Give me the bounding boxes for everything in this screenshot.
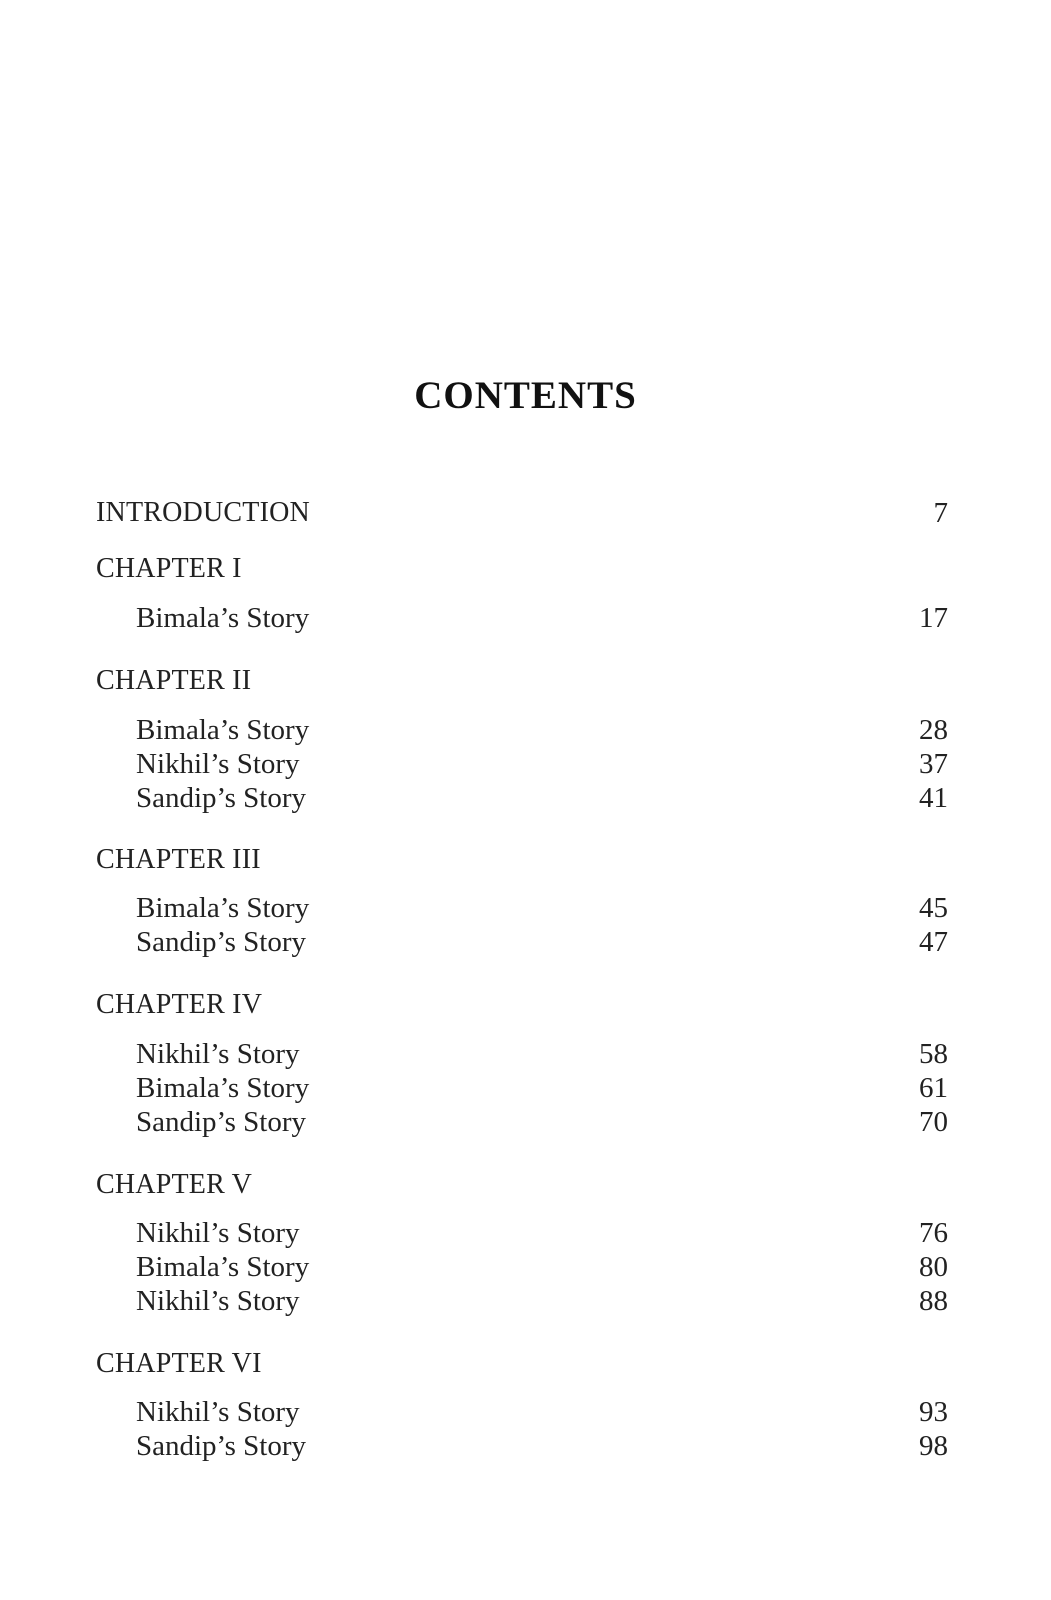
toc-entry-page-number: 61 (919, 1072, 948, 1104)
toc-entry-label: CHAPTER I (96, 553, 242, 584)
toc-entry-label: Bimala’s Story (136, 714, 310, 746)
toc-entry-label: INTRODUCTION (96, 497, 310, 528)
toc-entry-label: CHAPTER V (96, 1169, 253, 1200)
toc-chapter-heading (96, 1168, 948, 1202)
toc-entry[interactable] (96, 1250, 948, 1284)
toc-entry[interactable] (96, 1216, 948, 1250)
toc-entry-label: Sandip’s Story (136, 1106, 306, 1138)
toc-entry[interactable] (96, 891, 948, 925)
toc-entry-label: Sandip’s Story (136, 1430, 306, 1462)
toc-entry-page-number: 7 (933, 497, 948, 529)
toc-chapter-heading (96, 988, 948, 1022)
toc-entry[interactable] (96, 601, 948, 635)
toc-entry-label: Nikhil’s Story (136, 1038, 300, 1070)
toc-entry-page-number: 45 (919, 892, 948, 924)
toc-entry-page-number: 98 (919, 1430, 948, 1462)
toc-entry-page-number: 80 (919, 1251, 948, 1283)
toc-entry-page-number: 58 (919, 1038, 948, 1070)
toc-entry[interactable] (96, 781, 948, 815)
toc-entry-page-number: 93 (919, 1396, 948, 1428)
toc-entry-label: Nikhil’s Story (136, 1285, 300, 1317)
toc-entry-page-number: 28 (919, 714, 948, 746)
toc-entry-label: Sandip’s Story (136, 782, 306, 814)
toc-entry-label: Bimala’s Story (136, 1251, 310, 1283)
toc-entry[interactable] (96, 1037, 948, 1071)
toc-entry[interactable] (96, 1105, 948, 1139)
toc-entry-introduction[interactable] (96, 496, 948, 530)
toc-entry[interactable] (96, 925, 948, 959)
page-title: CONTENTS (414, 374, 637, 417)
toc-entry-label: Bimala’s Story (136, 892, 310, 924)
toc-entry-page-number: 37 (919, 748, 948, 780)
toc-entry-label: Nikhil’s Story (136, 1217, 300, 1249)
toc-chapter-heading (96, 843, 948, 877)
toc-entry-label: CHAPTER II (96, 665, 252, 696)
toc-chapter-heading (96, 1347, 948, 1381)
toc-entry-page-number: 47 (919, 926, 948, 958)
toc-entry-label: Bimala’s Story (136, 602, 310, 634)
toc-entry-label: Nikhil’s Story (136, 748, 300, 780)
toc-entry-label: CHAPTER IV (96, 989, 263, 1020)
toc-entry[interactable] (96, 747, 948, 781)
toc-entry-page-number: 88 (919, 1285, 948, 1317)
toc-entry[interactable] (96, 1284, 948, 1318)
toc-entry[interactable] (96, 1429, 948, 1463)
toc-chapter-heading (96, 664, 948, 698)
toc-entry-page-number: 17 (919, 602, 948, 634)
toc-entry[interactable] (96, 1395, 948, 1429)
toc-chapter-heading (96, 552, 948, 586)
toc-entry[interactable] (96, 1071, 948, 1105)
toc-entry-label: Bimala’s Story (136, 1072, 310, 1104)
toc-entry-page-number: 41 (919, 782, 948, 814)
toc-entry-label: Nikhil’s Story (136, 1396, 300, 1428)
toc-entry[interactable] (96, 713, 948, 747)
toc-entry-page-number: 76 (919, 1217, 948, 1249)
toc-entry-page-number: 70 (919, 1106, 948, 1138)
toc-entry-label: Sandip’s Story (136, 926, 306, 958)
toc-entry-label: CHAPTER VI (96, 1348, 262, 1379)
toc-entry-label: CHAPTER III (96, 844, 261, 875)
